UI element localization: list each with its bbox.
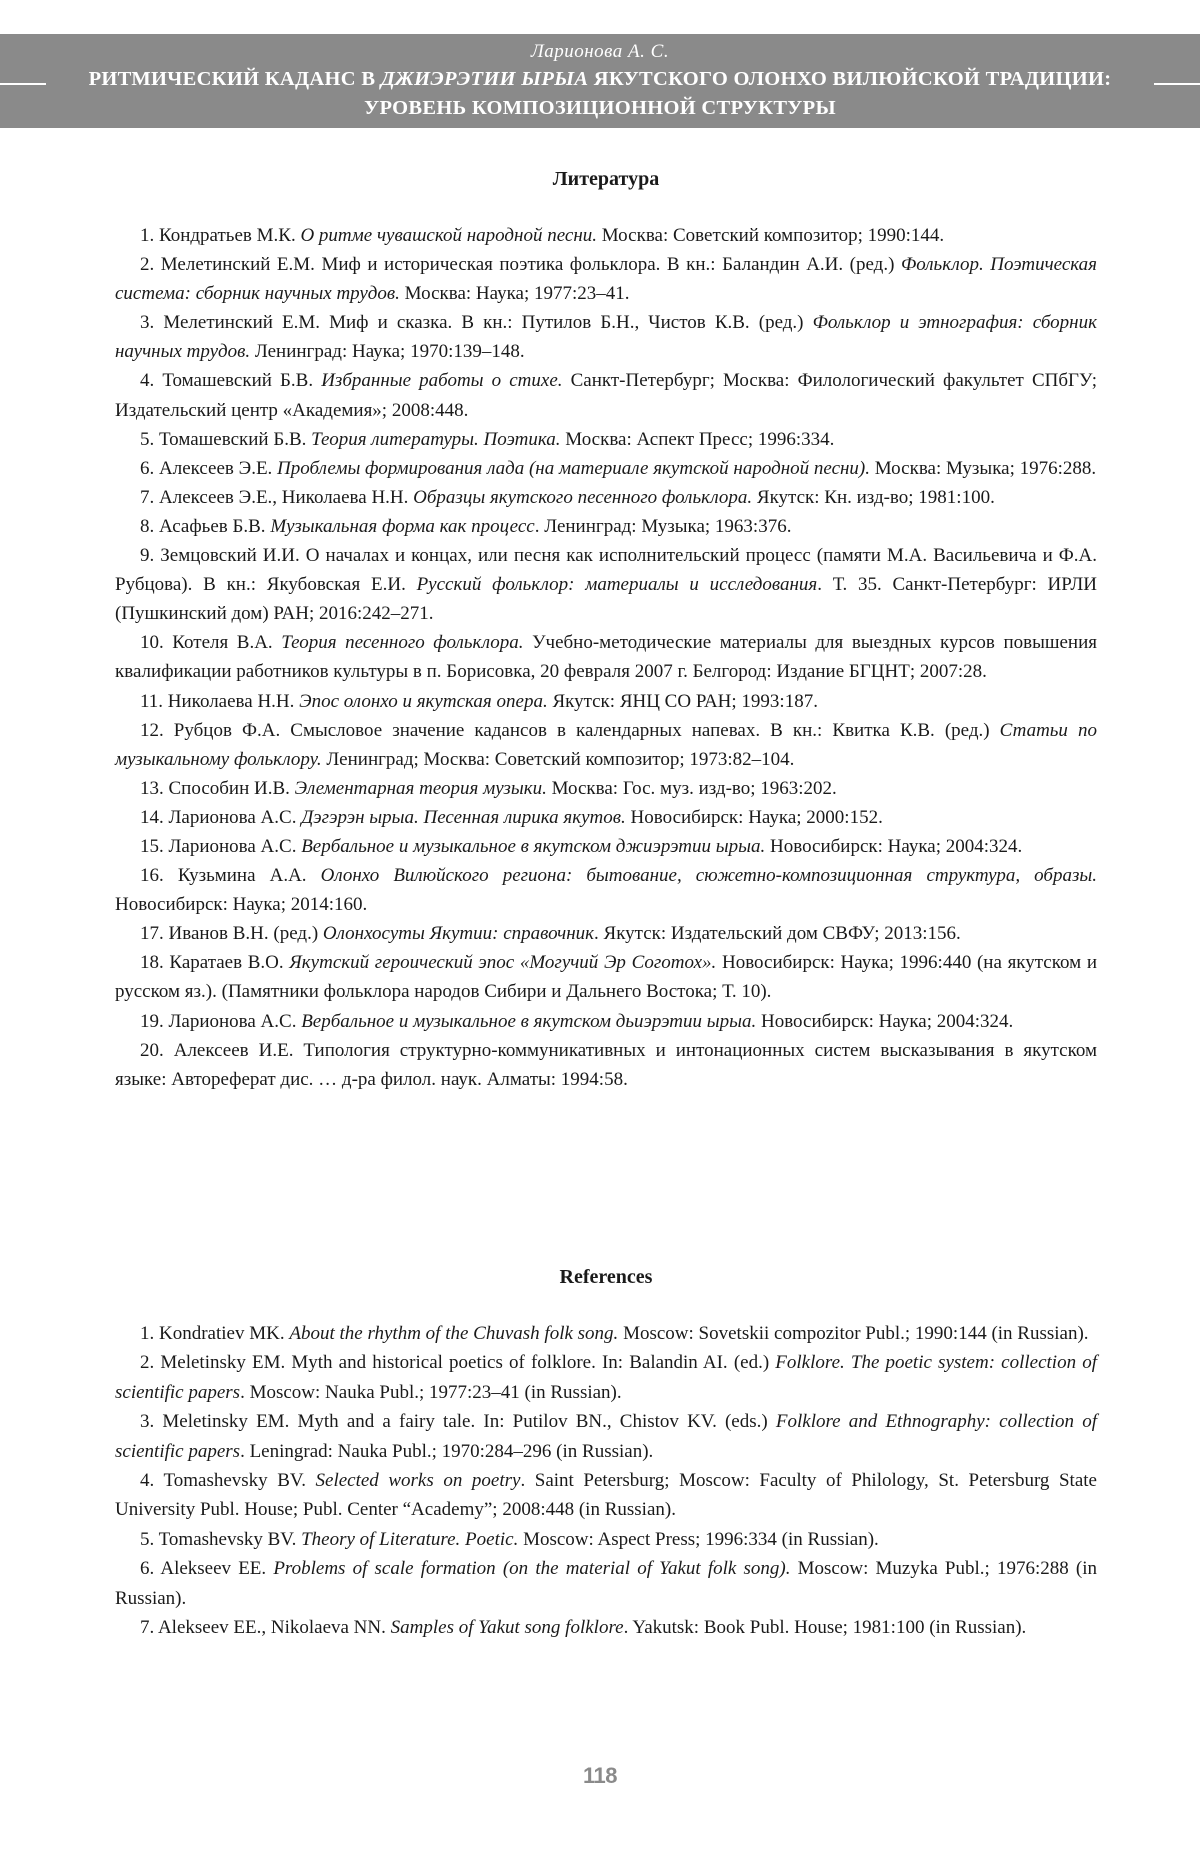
reference-item — [115, 832, 1097, 861]
page-number: 118 — [583, 1763, 617, 1788]
reference-title: Вербальное и музыкальное в якутском дьиэрэтии ырыа. — [301, 1010, 757, 1032]
reference-text: Москва: Гос. муз. изд-во; 1963:202. — [546, 777, 837, 799]
reference-text: 10. Котеля В.А. — [140, 632, 282, 654]
reference-item — [115, 948, 1097, 1006]
reference-text: 18. Каратаев В.О. — [140, 952, 290, 974]
reference-item — [115, 454, 1097, 483]
reference-item — [115, 628, 1097, 686]
reference-text: . Moscow: Nauka Publ.; 1977:23–41 (in Russian). — [240, 1381, 622, 1403]
literature-heading: Литература — [552, 168, 660, 190]
article-title-line-1 — [60, 68, 1140, 91]
reference-item — [115, 221, 1097, 250]
reference-text: 6. Алексеев Э.Е. — [140, 457, 278, 479]
reference-title: Вербальное и музыкальное в якутском джиэрэтии ырыа. — [301, 835, 766, 857]
reference-text: 6. Alekseev EE. — [140, 1558, 274, 1580]
reference-title: Дэгэрэн ырыа. Песенная лирика якутов. — [301, 806, 626, 828]
reference-text: Ленинград: Наука; 1970:139–148. — [250, 341, 525, 363]
article-title-line-2: УРОВЕНЬ КОМПОЗИЦИОННОЙ СТРУКТУРЫ — [364, 97, 836, 119]
references-section — [115, 1266, 1097, 1289]
reference-item — [115, 483, 1097, 512]
reference-text: . Yakutsk: Book Publ. House; 1981:100 (in Russian). — [623, 1617, 1027, 1639]
reference-item — [115, 1407, 1097, 1466]
header-rule-right — [1154, 83, 1200, 85]
reference-title: Фольклор и этнография: сборник научных трудов. — [115, 312, 1097, 363]
reference-text: 8. Асафьев Б.В. — [140, 515, 271, 537]
reference-text: Москва: Наука; 1977:23–41. — [399, 283, 630, 305]
title-italic-part: ДЖИЭРЭТИИ ЫРЫА — [380, 68, 589, 90]
title-part: ЯКУТСКОГО ОЛОНХО ВИЛЮЙСКОЙ ТРАДИЦИИ: — [588, 68, 1112, 90]
reference-title: Олонхо Вилюйского региона: бытование, сюжетно-композиционная структура, образы. — [320, 865, 1098, 887]
reference-text: . Ленинград: Музыка; 1963:376. — [534, 515, 792, 537]
reference-item — [115, 308, 1097, 366]
reference-text: 11. Николаева Н.Н. — [140, 690, 300, 712]
reference-item — [115, 716, 1097, 774]
reference-item — [115, 1007, 1097, 1036]
reference-text: 7. Алексеев Э.Е., Николаева Н.Н. — [140, 486, 414, 508]
reference-text: Новосибирск: Наука; 2014:160. — [115, 894, 368, 916]
reference-title: Статьи по музыкальному фольклору. — [115, 719, 1097, 770]
literature-list — [115, 221, 1097, 1094]
reference-text: 19. Ларионова А.С. — [140, 1010, 302, 1032]
reference-item — [115, 774, 1097, 803]
reference-text: 1. Kondratiev MK. — [140, 1323, 290, 1344]
reference-text: Новосибирск: Наука; 2000:152. — [625, 806, 883, 828]
reference-item — [115, 250, 1097, 308]
reference-item — [115, 366, 1097, 424]
reference-title: Музыкальная форма как процесс — [270, 515, 535, 537]
reference-text: Moscow: Aspect Press; 1996:334 (in Russian). — [518, 1528, 879, 1550]
reference-item — [115, 541, 1097, 628]
reference-text: 7. Alekseev EE., Nikolaeva NN. — [140, 1617, 391, 1639]
title-part: РИТМИЧЕСКИЙ КАДАНС В — [88, 68, 381, 90]
reference-title: Русский фольклор: материалы и исследования — [416, 574, 818, 596]
reference-text: Новосибирск: Наука; 2004:324. — [756, 1010, 1014, 1032]
reference-text: 4. Tomashevsky BV. — [140, 1470, 316, 1492]
reference-text: . Якутск: Издательский дом СВФУ; 2013:156. — [594, 923, 961, 945]
reference-text: 14. Ларионова А.С. — [140, 806, 302, 828]
reference-title: Теория песенного фольклора. — [281, 632, 524, 654]
reference-title: О ритме чувашской народной песни. — [300, 225, 598, 246]
reference-text: . Leningrad: Nauka Publ.; 1970:284–296 (in Russian). — [240, 1440, 654, 1462]
reference-item — [115, 861, 1097, 919]
reference-item — [115, 1319, 1097, 1348]
reference-title: Олонхосуты Якутии: справочник — [322, 923, 595, 945]
reference-title: Образцы якутского песенного фольклора. — [413, 486, 753, 508]
reference-title: Theory of Literature. Poetic. — [301, 1528, 519, 1550]
reference-text: . Saint Petersburg; Moscow: Faculty of Philology, St. Petersburg State University Publ. House; Publ. Center “Academy”; 2008:448 (in Russian). — [115, 1470, 1097, 1521]
reference-item — [115, 687, 1097, 716]
reference-text: 12. Рубцов Ф.А. Смысловое значение кадансов в календарных напевах. В кн.: Квитка К.В. (ред.) — [140, 719, 1000, 741]
reference-title: Якутский героический эпос «Могучий Эр Соготох». — [289, 952, 717, 974]
reference-text: Москва: Советский композитор; 1990:144. — [597, 225, 945, 246]
reference-title: Selected works on poetry — [315, 1470, 521, 1492]
reference-title: Problems of scale formation (on the material of Yakut folk song). — [273, 1558, 791, 1580]
reference-item — [115, 1525, 1097, 1554]
reference-item — [115, 425, 1097, 454]
reference-text: Moscow: Muzyka Publ.; 1976:288 (in Russian). — [115, 1558, 1098, 1609]
reference-text: 4. Томашевский Б.В. — [140, 370, 322, 392]
literature-list-wrap — [115, 221, 1097, 1094]
reference-text: 20. Алексеев И.Е. Типология структурно-коммуникативных и интонационных систем высказывания в якутском языке: Автореферат дис. … д-ра филол. наук. Алматы: 1994:58. — [115, 1039, 1097, 1090]
reference-text: Санкт-Петербург; Москва: Филологический факультет СПбГУ; Издательский центр «Академия»; 2008:448. — [115, 370, 1097, 421]
reference-text: 15. Ларионова А.С. — [140, 835, 302, 857]
reference-text: 13. Способин И.В. — [140, 777, 295, 799]
reference-text: 2. Мелетинский Е.М. Миф и историческая поэтика фольклора. В кн.: Баландин А.И. (ред.) — [140, 254, 901, 276]
reference-title: Теория литературы. Поэтика. — [311, 428, 561, 450]
references-list-wrap — [115, 1319, 1097, 1642]
reference-text: 16. Кузьмина А.А. — [140, 865, 321, 887]
reference-text: 5. Томашевский Б.В. — [140, 428, 312, 450]
reference-text: 17. Иванов В.Н. (ред.) — [140, 923, 323, 945]
reference-item — [115, 1036, 1097, 1094]
reference-title: Элементарная теория музыки. — [294, 777, 547, 799]
reference-text: Учебно-методические материалы для выездных курсов повышения квалификации работников культуры в п. Борисовка, 20 февраля 2007 г. Белгород: Издание БГЦНТ; 2007:28. — [115, 632, 1097, 683]
reference-title: Эпос олонхо и якутская опера. — [299, 690, 548, 712]
reference-text: Москва: Аспект Пресс; 1996:334. — [560, 428, 835, 450]
references-list — [115, 1319, 1097, 1642]
references-heading: References — [559, 1266, 653, 1288]
reference-item — [115, 1348, 1097, 1407]
reference-text: . Т. 35. Санкт-Петербург: ИРЛИ (Пушкинский дом) РАН; 2016:242–271. — [115, 574, 1097, 625]
reference-title: Samples of Yakut song folklore — [390, 1617, 624, 1639]
reference-text: Moscow: Sovetskii compozitor Publ.; 1990:144 (in Russian). — [618, 1323, 1089, 1344]
article-author: Ларионова А. С. — [530, 41, 670, 62]
reference-item — [115, 512, 1097, 541]
reference-text: Якутск: ЯНЦ СО РАН; 1993:187. — [547, 690, 818, 712]
reference-title: About the rhythm of the Chuvash folk song. — [289, 1323, 619, 1344]
reference-text: Новосибирск: Наука; 2004:324. — [765, 835, 1023, 857]
reference-text: Новосибирск: Наука; 1996:440 (на якутском и русском яз.). (Памятники фольклора народов Сибири и Дальнего Востока; Т. 10). — [115, 952, 1097, 1003]
reference-text: 1. Кондратьев М.К. — [140, 225, 301, 246]
reference-text: Москва: Музыка; 1976:288. — [870, 457, 1097, 479]
reference-text: 9. Земцовский И.И. О началах и концах, или песня как исполнительский процесс (памяти М.А. Васильевича и Ф.А. Рубцова). В кн.: Якубовская Е.И. — [115, 545, 1097, 596]
reference-title: Избранные работы о стихе. — [321, 370, 563, 392]
reference-text: Ленинград; Москва: Советский композитор; 1973:82–104. — [321, 748, 795, 770]
reference-item — [115, 1613, 1097, 1642]
reference-title: Проблемы формирования лада (на материале якутской народной песни). — [277, 457, 871, 479]
header-banner — [0, 34, 1200, 128]
reference-item — [115, 1554, 1097, 1613]
reference-title: Folklore. The poetic system: collection of scientific papers — [115, 1352, 1097, 1403]
reference-text: 5. Tomashevsky BV. — [140, 1528, 302, 1550]
reference-item — [115, 919, 1097, 948]
reference-title: Folklore and Ethnography: collection of scientific papers — [115, 1411, 1098, 1462]
reference-text: 2. Meletinsky EM. Myth and historical poetics of folklore. In: Balandin AI. (ed.) — [140, 1352, 776, 1374]
literature-section — [115, 168, 1097, 191]
reference-title: Фольклор. Поэтическая система: сборник научных трудов. — [115, 254, 1097, 305]
header-rule-left — [0, 83, 46, 85]
reference-item — [115, 1466, 1097, 1525]
reference-text: 3. Meletinsky EM. Myth and a fairy tale. In: Putilov BN., Chistov KV. (eds.) — [140, 1411, 776, 1433]
reference-item — [115, 803, 1097, 832]
reference-text: 3. Мелетинский Е.М. Миф и сказка. В кн.: Путилов Б.Н., Чистов К.В. (ред.) — [140, 312, 813, 334]
reference-text: Якутск: Кн. изд-во; 1981:100. — [752, 486, 995, 508]
